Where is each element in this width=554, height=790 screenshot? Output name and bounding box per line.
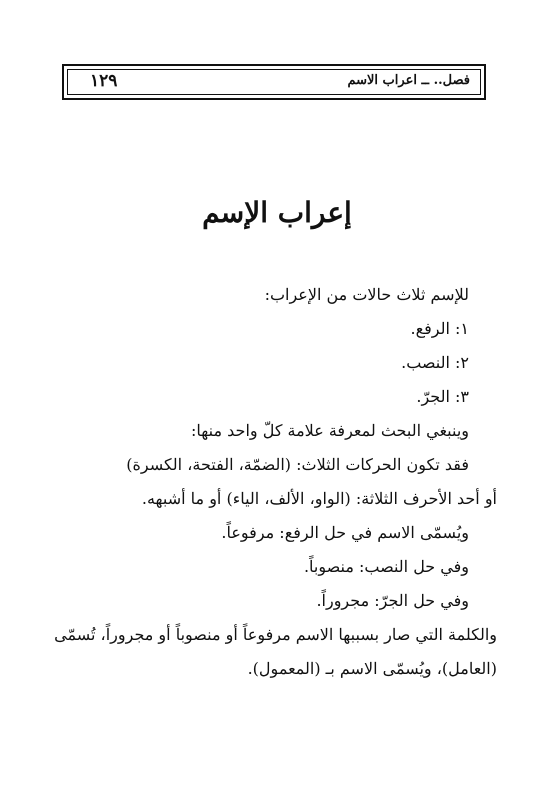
list-item: ٣: الجرّ. — [416, 387, 469, 406]
paragraph-line: وفي حل النصب: منصوباً. — [303, 557, 469, 576]
paragraph-line: والكلمة التي صار بسببها الاسم مرفوعاً أو منصوباً أو مجروراً، تُسمّى (العامل)، ويُسمّى الاسم بـ (المعمول). — [54, 625, 497, 678]
paragraph-line: أو أحد الأحرف الثلاثة: (الواو، الألف، الياء) أو ما أشبهه. — [141, 489, 497, 508]
page-number: ١٢٩ — [90, 71, 118, 91]
paragraph-line: وفي حل الجرّ: مجروراً. — [316, 591, 469, 610]
list-item: ٢: النصب. — [401, 353, 469, 372]
paragraph-line: للإسم ثلاث حالات من الإعراب: — [264, 285, 469, 304]
running-header — [62, 64, 486, 100]
page-title: إعراب الإسم — [202, 196, 352, 229]
paragraph-line: وينبغي البحث لمعرفة علامة كلّ واحد منها: — [191, 421, 469, 440]
paragraph-line: فقد تكون الحركات الثلاث: (الضمّة، الفتحة، الكسرة) — [126, 455, 469, 474]
paragraph-line: ويُسمّى الاسم في حل الرفع: مرفوعاً. — [221, 523, 469, 542]
list-item: ١: الرفع. — [410, 319, 469, 338]
header-section-title: فصل.. ــ اعراب الاسم — [347, 73, 470, 88]
body-text — [37, 278, 497, 686]
